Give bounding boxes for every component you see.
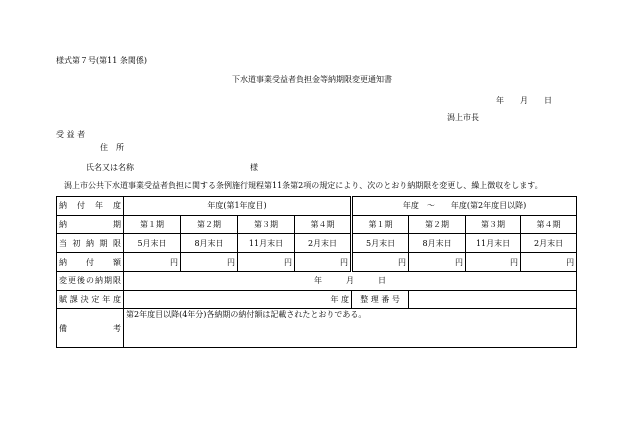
payment-change-table: [56, 196, 577, 348]
period-cell: 第２期: [181, 215, 238, 234]
amount-cell[interactable]: 円: [295, 253, 352, 272]
deadline-cell: 2月末日: [295, 234, 352, 253]
amount-cell[interactable]: 円: [124, 253, 181, 272]
fiscal-year-row: [57, 197, 577, 216]
period-cell: 第４期: [295, 215, 352, 234]
address-label: 住 所: [100, 143, 124, 152]
period-cell: 第４期: [521, 215, 577, 234]
amount-cell[interactable]: 円: [466, 253, 521, 272]
amount-cell[interactable]: 円: [352, 253, 409, 272]
assessment-year-label: 賦課決定年度: [57, 290, 124, 309]
serial-number-value[interactable]: [409, 290, 577, 309]
period-row: [57, 215, 577, 234]
period-label: 納期: [57, 215, 124, 234]
year2-header: 年度 ～ 年度(第2年度目以降): [352, 197, 577, 216]
assessment-year-value[interactable]: 年 度: [124, 290, 352, 309]
amount-cell[interactable]: 円: [181, 253, 238, 272]
changed-deadline-row: [57, 271, 577, 290]
deadline-cell: 5月末日: [352, 234, 409, 253]
serial-number-label: 整 理 番 号: [352, 290, 409, 309]
amount-row: [57, 253, 577, 272]
assessment-year-row: [57, 290, 577, 309]
form-number: 様式第７号(第11 条関係): [56, 56, 147, 65]
deadline-cell: 11月末日: [238, 234, 295, 253]
amount-cell[interactable]: 円: [238, 253, 295, 272]
recipient-label: 受 益 者: [56, 130, 86, 139]
fiscal-year-label: 納付年度: [57, 197, 124, 216]
document-title: 下水道事業受益者負担金等納期限変更通知書: [232, 75, 392, 84]
issue-date: 年 月 日: [496, 96, 552, 105]
period-cell: 第３期: [238, 215, 295, 234]
period-cell: 第１期: [352, 215, 409, 234]
honorific: 様: [250, 163, 258, 172]
changed-deadline-label: 変更後の納期限: [57, 271, 124, 290]
amount-cell[interactable]: 円: [521, 253, 577, 272]
remarks-label: 備考: [57, 309, 124, 348]
amount-label: 納付額: [57, 253, 124, 272]
name-label: 氏名又は名称: [86, 163, 134, 172]
deadline-cell: 11月末日: [466, 234, 521, 253]
notice-body-text: 潟上市公共下水道事業受益者負担に関する条例施行規程第11条第2項の規定により、次のとおり納期限を変更し、繰上徴収をします。: [64, 181, 543, 190]
deadline-cell: 5月末日: [124, 234, 181, 253]
period-cell: 第２期: [409, 215, 466, 234]
initial-deadline-label: 当初納期限: [57, 234, 124, 253]
remarks-row: [57, 309, 577, 348]
amount-cell[interactable]: 円: [409, 253, 466, 272]
initial-deadline-row: [57, 234, 577, 253]
period-cell: 第３期: [466, 215, 521, 234]
deadline-cell: 8月末日: [409, 234, 466, 253]
year1-header: 年度(第1年度目): [124, 197, 352, 216]
issuer-name: 潟上市長: [447, 113, 479, 122]
remarks-text: 第2年度目以降(4年分)各納期の納付額は記載されたとおりである。: [124, 309, 577, 348]
changed-deadline-value[interactable]: 年 月 日: [124, 271, 577, 290]
period-cell: 第１期: [124, 215, 181, 234]
deadline-cell: 2月末日: [521, 234, 577, 253]
deadline-cell: 8月末日: [181, 234, 238, 253]
